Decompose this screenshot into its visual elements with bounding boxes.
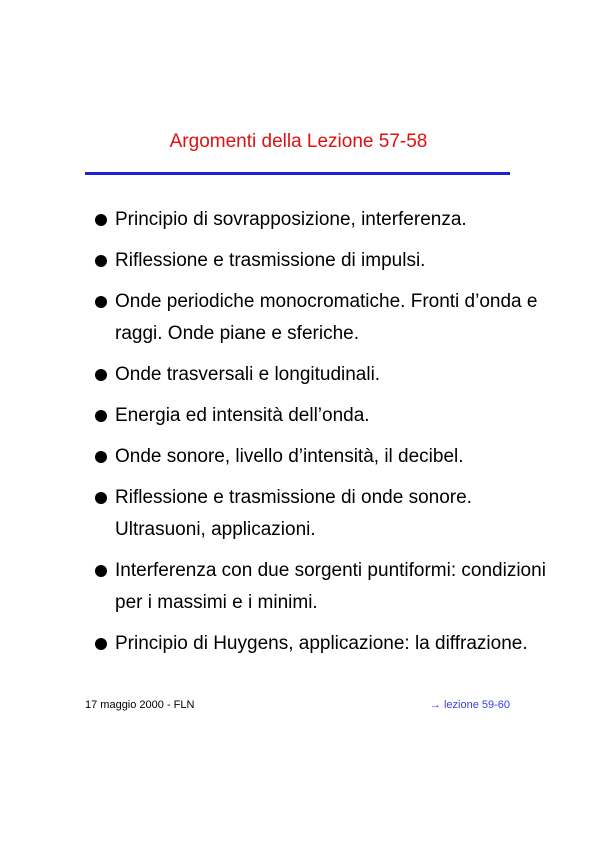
topic-item bbox=[95, 555, 565, 619]
bullet-icon bbox=[95, 492, 107, 504]
topic-text: Energia ed intensità dell’onda. bbox=[115, 405, 370, 426]
bullet-icon bbox=[95, 410, 107, 422]
topic-list bbox=[95, 204, 565, 669]
next-lesson-link[interactable]: → lezione 59-60 bbox=[429, 699, 510, 711]
topic-item bbox=[95, 482, 565, 546]
topic-item bbox=[95, 286, 565, 350]
title-divider bbox=[85, 172, 510, 175]
topic-text: Riflessione e trasmissione di impulsi. bbox=[115, 250, 426, 271]
topic-item bbox=[95, 245, 565, 277]
bullet-icon bbox=[95, 255, 107, 267]
footer-date: 17 maggio 2000 - FLN bbox=[85, 699, 195, 711]
topic-text: Onde periodiche monocromatiche. Fronti d’onda e raggi. Onde piane e sferiche. bbox=[115, 291, 538, 344]
topic-text: Riflessione e trasmissione di onde sonore. Ultrasuoni, applicazioni. bbox=[115, 487, 472, 540]
bullet-icon bbox=[95, 296, 107, 308]
topic-text: Onde trasversali e longitudinali. bbox=[115, 364, 381, 385]
topic-item bbox=[95, 204, 565, 236]
topic-text: Onde sonore, livello d’intensità, il decibel. bbox=[115, 446, 464, 467]
bullet-icon bbox=[95, 638, 107, 650]
topic-item bbox=[95, 441, 565, 473]
topic-text: Principio di Huygens, applicazione: la diffrazione. bbox=[115, 633, 528, 654]
topic-item bbox=[95, 359, 565, 391]
topic-text: Interferenza con due sorgenti puntiformi: condizioni per i massimi e i minimi. bbox=[115, 560, 546, 613]
bullet-icon bbox=[95, 451, 107, 463]
bullet-icon bbox=[95, 369, 107, 381]
page-title: Argomenti della Lezione 57-58 bbox=[169, 131, 428, 152]
topic-text: Principio di sovrapposizione, interferenza. bbox=[115, 209, 467, 230]
bullet-icon bbox=[95, 214, 107, 226]
topic-item bbox=[95, 628, 565, 660]
bullet-icon bbox=[95, 565, 107, 577]
topic-item bbox=[95, 400, 565, 432]
